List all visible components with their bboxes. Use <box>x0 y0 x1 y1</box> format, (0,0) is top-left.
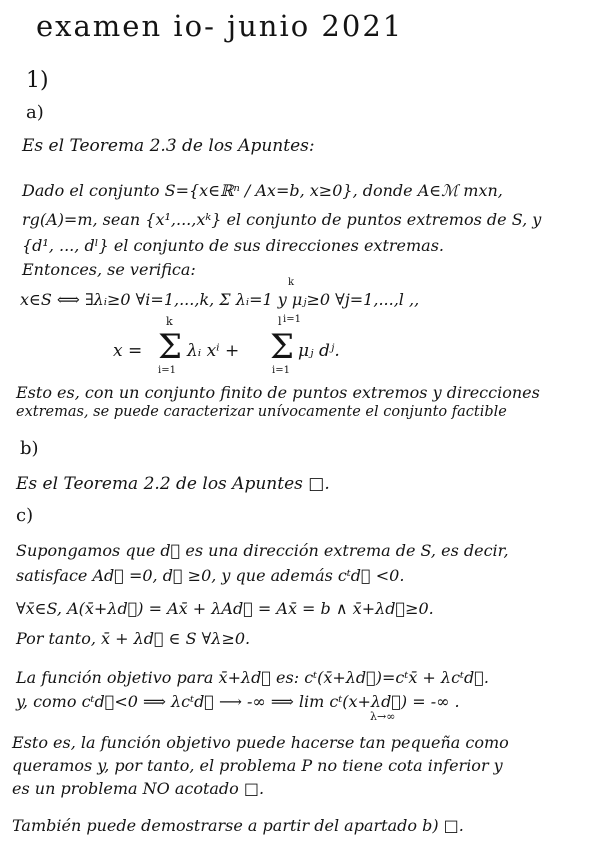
condition-sum-upper-limit: k <box>288 277 295 288</box>
part-c-line-3: ∀x̄∈S, A(x̄+λd⃗) = Ax̄ + λAd⃗ = Ax̄ = b ∧ x̄+λd⃗≥0. <box>16 599 434 618</box>
formula-sum2-sigma: Σ <box>270 327 295 367</box>
formula-sum2-lower-limit: i=1 <box>272 365 290 376</box>
part-a-label: a) <box>26 102 44 123</box>
part-a-line-3: {d¹, ..., dˡ} el conjunto de sus direcciones extremas. <box>22 236 444 255</box>
part-a-line-2: rg(A)=m, sean {x¹,...,xᵏ} el conjunto de puntos extremos de S, y <box>22 210 542 229</box>
part-c-line-4: Por tanto, x̄ + λd⃗ ∈ S ∀λ≥0. <box>16 629 251 648</box>
question-number: 1) <box>26 68 49 93</box>
part-a-line-1: Dado el conjunto S={x∈ℝⁿ / Ax=b, x≥0}, donde A∈ℳ mxn, <box>22 181 503 200</box>
part-c-label: c) <box>16 505 34 526</box>
part-a-condition: x∈S ⟺ ∃λᵢ≥0 ∀i=1,...,k, Σ λᵢ=1 y μⱼ≥0 ∀j=1,...,l ,, <box>20 290 420 309</box>
page-title: examen io- junio 2021 <box>36 9 404 43</box>
formula-term-1: λᵢ xⁱ + <box>187 341 240 361</box>
part-c-line-5: La función objetivo para x̄+λd⃗ es: cᵗ(x̄+λd⃗)=cᵗx̄ + λcᵗd⃗. <box>16 668 489 687</box>
formula-lhs: x = <box>113 341 143 361</box>
part-c-line-10: También puede demostrarse a partir del apartado b) □. <box>12 816 464 835</box>
part-c-line-6: y, como cᵗd⃗<0 ⟹ λcᵗd⃗ ⟶ -∞ ⟹ lim cᵗ(x+λd⃗) = -∞ . <box>16 692 460 711</box>
part-a-remark-1: Esto es, con un conjunto finito de puntos extremos y direcciones <box>16 383 540 402</box>
formula-sum1-lower-limit: i=1 <box>158 365 176 376</box>
part-a-intro: Es el Teorema 2.3 de los Apuntes: <box>22 136 315 156</box>
part-c-line-2: satisface Ad⃗ =0, d⃗ ≥0, y que además cᵗd⃗ <0. <box>16 566 405 585</box>
part-b-label: b) <box>20 438 39 459</box>
part-c-line-9: es un problema NO acotado □. <box>12 779 265 798</box>
formula-sum1-sigma: Σ <box>158 327 183 367</box>
part-c-line-8: queramos y, por tanto, el problema P no tiene cota inferior y <box>12 756 503 775</box>
condition-sum-lower-limit: i=1 <box>283 314 301 325</box>
part-c-line-1: Supongamos que d⃗ es una dirección extrema de S, es decir, <box>16 541 509 560</box>
limit-subscript: λ→∞ <box>370 710 396 723</box>
part-a-remark-2: extremas, se puede caracterizar unívocamente el conjunto factible <box>16 404 507 420</box>
formula-sum1-upper-limit: k <box>166 315 173 328</box>
formula-sum2-upper-limit: l <box>278 315 282 328</box>
part-a-line-4: Entonces, se verifica: <box>22 260 196 279</box>
part-b-text: Es el Teorema 2.2 de los Apuntes □. <box>16 474 330 494</box>
formula-term-2: μⱼ dʲ. <box>298 341 340 361</box>
part-c-line-7: Esto es, la función objetivo puede hacerse tan pequeña como <box>12 733 509 752</box>
